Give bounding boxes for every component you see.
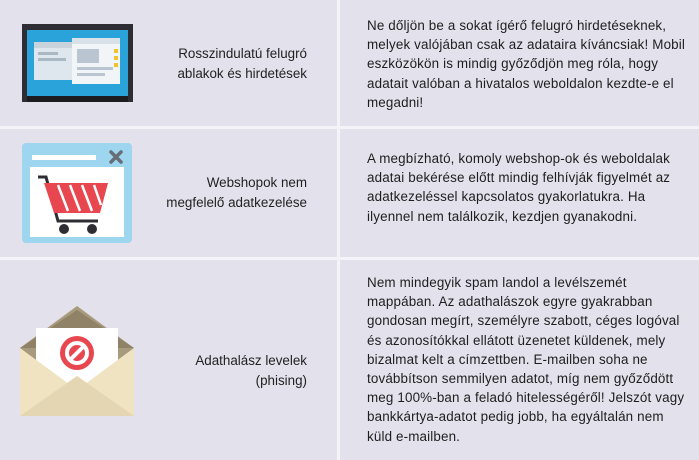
tip-row-phishing xyxy=(0,260,699,460)
tip-description: Ne dőljön be a sokat ígérő felugró hirdetéseknek, melyek valójában csak az adataira kíváncsiak! Mobil eszközökön is mindig győződjön meg róla, hogy adatait valóban a hivatalos weboldalon kezdte-e el megadni! xyxy=(367,18,686,110)
phishing-envelope-icon xyxy=(20,306,134,416)
tip-label-cell xyxy=(0,0,337,126)
tip-row-webshops xyxy=(0,129,699,257)
shopping-cart-icon xyxy=(22,143,132,243)
tip-row-popups xyxy=(0,0,699,126)
popup-window-icon xyxy=(22,24,133,102)
tip-description: Nem mindegyik spam landol a levélszemét mappában. Az adathalászok egyre gyakrabban gondosan megírt, személyre szabott, céges logóval és azonosítókkal ellátott üzenetet küldenek, mely bizalmat kelt a címzettben. E-mailben soha ne továbbítson semmilyen adatot, míg nem győződött meg 100%-ban a feladó hitelességéről! Jelszót vagy bankkártya-adatot pedig jobb, ha egyáltalán nem küld e-mailben. xyxy=(367,275,685,444)
tip-title: Rosszindulatú felugró ablakok és hirdetések xyxy=(177,46,307,81)
tip-label-cell xyxy=(0,129,337,257)
tip-title: Adathalász levelek (phising) xyxy=(195,353,307,388)
tip-description: A megbízható, komoly webshop-ok és weboldalak adatai bekérése előtt mindig felhívják figyelmét az adatkezeléssel kapcsolatos gyakorlatukra. Ha ilyennel nem találkozik, kezdjen gyanakodni. xyxy=(367,151,671,224)
tip-title: Webshopok nem megfelelő adatkezelése xyxy=(166,175,307,210)
tip-label-cell xyxy=(0,260,337,460)
